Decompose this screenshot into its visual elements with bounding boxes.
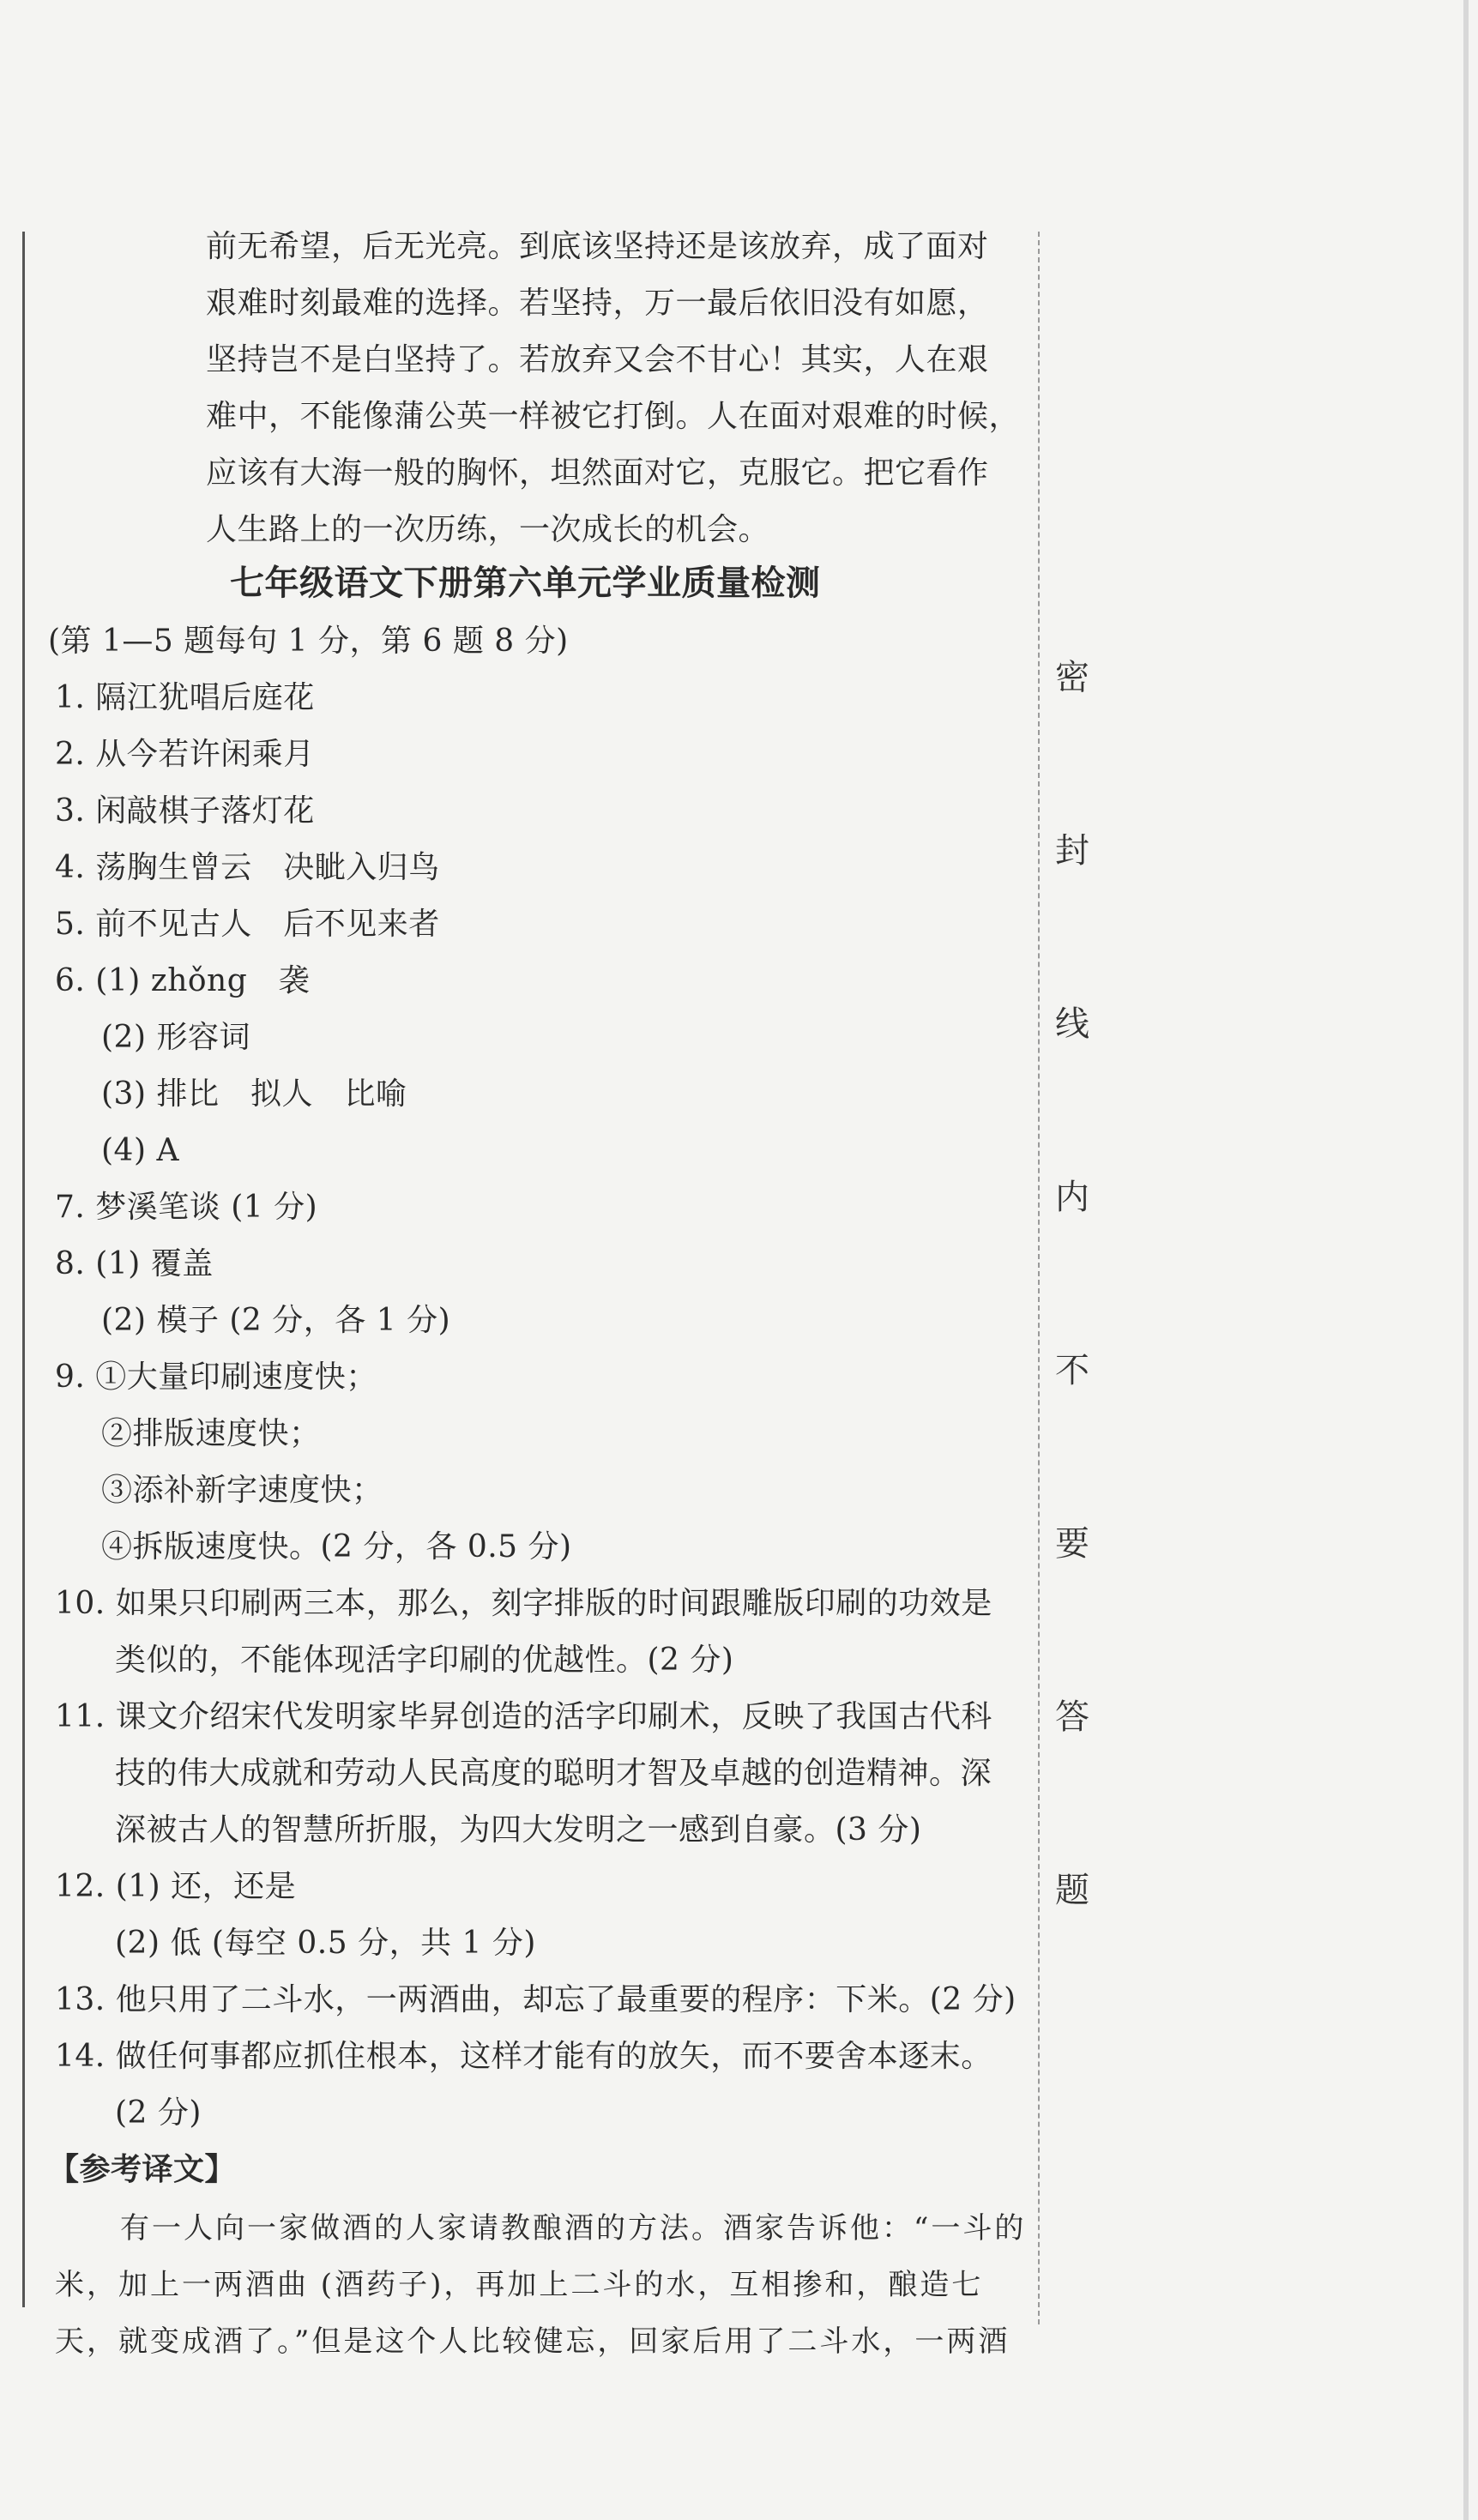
answer-line: 类似的，不能体现活字印刷的优越性。(2 分) [115, 1643, 734, 1678]
seal-char: 线 [1055, 1004, 1089, 1044]
section-title: 七年级语文下册第六单元学业质量检测 [230, 564, 821, 603]
intro-line: 难中，不能像蒲公英一样被它打倒。人在面对艰难的时候， [206, 399, 1021, 434]
answer-line: ③添补新字速度快； [101, 1473, 383, 1508]
intro-line: 坚持岂不是白坚持了。若放弃又会不甘心！其实，人在艰 [206, 342, 989, 377]
answer-line: (4) A [101, 1133, 179, 1168]
answer-line: ②排版速度快； [101, 1416, 321, 1451]
page-edge [1463, 0, 1469, 2520]
seal-char: 内 [1055, 1178, 1089, 1217]
answer-line: 5. 前不见古人 后不见来者 [55, 907, 440, 942]
seal-dashed-line [1038, 232, 1040, 2324]
answer-line: 6. (1) zhǒng 袭 [55, 963, 311, 998]
answer-line: 9. ①大量印刷速度快； [55, 1359, 377, 1395]
translation-line: 有一人向一家做酒的人家请教酿酒的方法。酒家告诉他：“一斗的 [120, 2211, 1027, 2246]
seal-char: 封 [1055, 831, 1089, 871]
translation-heading: 【参考译文】 [48, 2152, 237, 2187]
answer-line: 13. 他只用了二斗水，一两酒曲，却忘了最重要的程序：下米。(2 分) [55, 1982, 1017, 2017]
seal-char: 要 [1055, 1524, 1089, 1564]
left-margin-rule [22, 232, 25, 2307]
seal-char: 题 [1055, 1871, 1089, 1910]
intro-line: 前无希望，后无光亮。到底该坚持还是该放弃，成了面对 [206, 229, 989, 264]
answer-line: (2 分) [115, 2095, 202, 2131]
answer-line: ④拆版速度快。(2 分，各 0.5 分) [101, 1529, 572, 1564]
answer-line: (2) 模子 (2 分，各 1 分) [101, 1303, 451, 1338]
translation-line: 天，就变成酒了。”但是这个人比较健忘，回家后用了二斗水，一两酒 [55, 2324, 1010, 2359]
seal-char: 答 [1055, 1697, 1089, 1737]
seal-char: 不 [1055, 1351, 1089, 1390]
answer-line: (3) 排比 拟人 比喻 [101, 1076, 407, 1112]
seal-char: 密 [1055, 658, 1089, 697]
answer-line: 2. 从今若许闲乘月 [55, 737, 315, 772]
answer-line: 3. 闲敲棋子落灯花 [55, 793, 315, 829]
answer-line: 技的伟大成就和劳动人民高度的聪明才智及卓越的创造精神。深 [115, 1756, 992, 1791]
intro-line: 艰难时刻最难的选择。若坚持，万一最后依旧没有如愿， [206, 286, 989, 321]
answer-line: 深被古人的智慧所折服，为四大发明之一感到自豪。(3 分) [115, 1812, 922, 1848]
answer-line: (2) 形容词 [101, 1020, 250, 1055]
answer-line: 1. 隔江犹唱后庭花 [55, 680, 315, 715]
answer-line: 8. (1) 覆盖 [55, 1246, 214, 1281]
answer-line: 4. 荡胸生曾云 决眦入归鸟 [55, 850, 440, 885]
intro-line: 人生路上的一次历练，一次成长的机会。 [206, 512, 770, 547]
seal-line-notice [1048, 660, 1096, 2047]
answer-line: 12. (1) 还，还是 [55, 1869, 297, 1904]
answer-line: (2) 低 (每空 0.5 分，共 1 分) [115, 1926, 536, 1961]
answer-line: 11. 课文介绍宋代发明家毕昇创造的活字印刷术，反映了我国古代科 [55, 1699, 992, 1734]
answer-line: 14. 做任何事都应抓住根本，这样才能有的放矢，而不要舍本逐末。 [55, 2039, 992, 2074]
answer-line: 7. 梦溪笔谈 (1 分) [55, 1190, 318, 1225]
answer-line: 10. 如果只印刷两三本，那么，刻字排版的时间跟雕版印刷的功效是 [55, 1586, 992, 1621]
intro-line: 应该有大海一般的胸怀，坦然面对它，克服它。把它看作 [206, 455, 989, 491]
translation-line: 米，加上一两酒曲 (酒药子)，再加上二斗的水，互相掺和，酿造七 [55, 2268, 984, 2302]
scoring-note: (第 1—5 题每句 1 分，第 6 题 8 分) [48, 624, 569, 659]
